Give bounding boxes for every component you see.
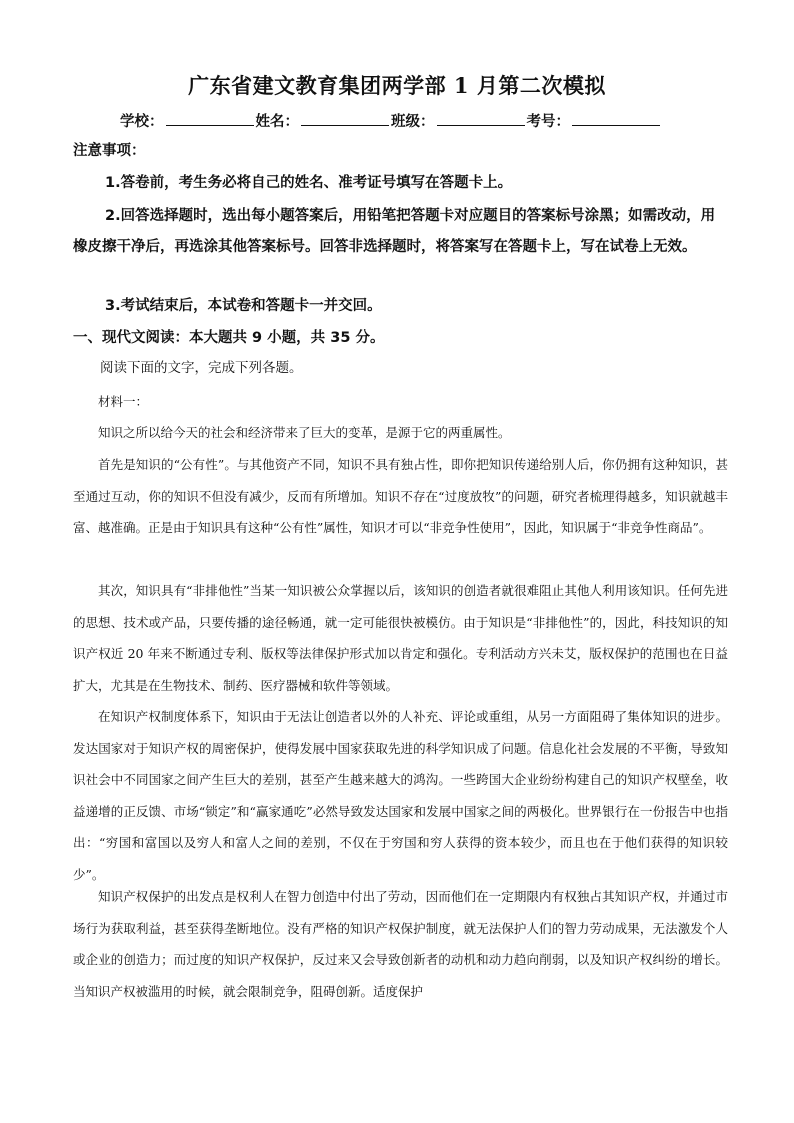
paragraph-1: 知识之所以给今天的社会和经济带来了巨大的变革，是源于它的两重属性。: [98, 425, 511, 440]
material-label: 材料一：: [98, 394, 149, 409]
exam-number-label: 考号：: [526, 114, 570, 130]
school-label: 学校：: [120, 114, 164, 130]
class-blank[interactable]: [437, 124, 525, 126]
name-blank[interactable]: [301, 124, 389, 126]
school-blank[interactable]: [166, 124, 254, 126]
paragraph-2: 首先是知识的“公有性”。与其他资产不同，知识不具有独占性，即你把知识传递给别人后，你仍拥有这种知识，甚至通过互动，你的知识不但没有减少，反而有所增加。知识不存在“过度放牧”的问题，研究者梳理得越多，知识就越丰富、越准确。正是由于知识具有这种“公有性”属性，知识才可以“非竞争性使用”，因此，知识属于“非竞争性商品”。: [73, 457, 728, 535]
class-label: 班级：: [391, 114, 435, 130]
name-label: 姓名：: [255, 114, 299, 130]
exam-number-blank[interactable]: [572, 124, 660, 126]
section-heading: 一、现代文阅读：本大题共 9 小题，共 35 分。: [73, 330, 385, 346]
paragraph-5: 知识产权保护的出发点是权利人在智力创造中付出了劳动，因而他们在一定期限内有权独占其知识产权，并通过市场行为获取利益，甚至获得垄断地位。没有严格的知识产权保护制度，就无法保护人们的智力劳动成果，无法激发个人或企业的创造力；而过度的知识产权保护，反过来又会导致创新者的动机和动力趋向削弱，以及知识产权纠纷的增长。当知识产权被滥用的时候，就会限制竞争，阻碍创新。适度保护: [73, 889, 728, 999]
student-info-row: [120, 110, 680, 131]
notice-heading: 注意事项：: [73, 143, 146, 159]
reading-instruction: 阅读下面的文字，完成下列各题。: [100, 360, 303, 376]
notice-item-3: 3.考试结束后，本试卷和答题卡一并交回。: [105, 298, 382, 314]
notice-item-2: 2.回答选择题时，选出每小题答案后，用铅笔把答题卡对应题目的答案标号涂黑；如需改动，用橡皮擦干净后，再选涂其他答案标号。回答非选择题时，将答案写在答题卡上，写在试卷上无效。: [73, 208, 716, 255]
notice-item-1: 1.答卷前，考生务必将自己的姓名、准考证号填写在答题卡上。: [105, 175, 513, 191]
paragraph-4: 在知识产权制度体系下，知识由于无法让创造者以外的人补充、评论或重组，从另一方面阻碍了集体知识的进步。发达国家对于知识产权的周密保护，使得发展中国家获取先进的科学知识成了问题。信息化社会发展的不平衡，导致知识社会中不同国家之间产生巨大的差别，甚至产生越来越大的鸿沟。一些跨国大企业纷纷构建自己的知识产权壁垒，收益递增的正反馈、市场“锁定”和“赢家通吃”必然导致发达国家和发展中国家之间的两极化。世界银行在一份报告中也指出：“穷国和富国以及穷人和富人之间的差别，不仅在于穷国和穷人获得的资本较少，而且也在于他们获得的知识较少”。: [73, 709, 728, 882]
paragraph-3: 其次，知识具有“非排他性”当某一知识被公众掌握以后，该知识的创造者就很难阻止其他人利用该知识。任何先进的思想、技术或产品，只要传播的途径畅通，就一定可能很快被模仿。由于知识是“非排他性”的，因此，科技知识的知识产权近 20 年来不断通过专利、版权等法律保护形式加以肯定和强化。专利活动方兴未艾，版权保护的范围也在日益扩大，尤其是在生物技术、制药、医疗器械和软件等领域。: [73, 583, 728, 693]
exam-title: 广东省建文教育集团两学部 1 月第二次模拟: [188, 73, 606, 98]
